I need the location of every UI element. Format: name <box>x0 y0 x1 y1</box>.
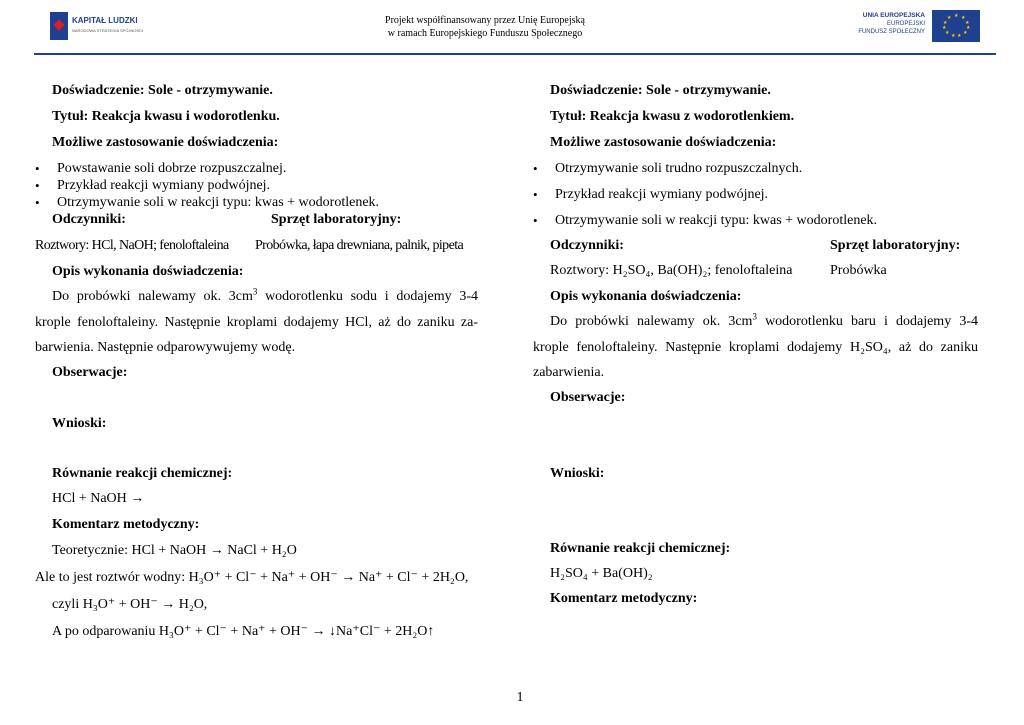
header-project-text <box>340 14 630 40</box>
left-procedure-1a: Do probówki nalewamy ok. 3cm <box>52 289 253 304</box>
left-bullet-3: • Otrzymywanie soli w reakcji typu: kwas + wodorotlenek. <box>57 195 379 211</box>
right-bullet-1: • Otrzymywanie soli trudno rozpuszczalnych. <box>555 161 802 177</box>
left-equipment-heading: Sprzęt laboratoryjny: <box>271 212 402 227</box>
left-thus-line: czyli H₃O⁺ + OH⁻ → H₂O, <box>52 597 208 612</box>
right-experiment: Doświadczenie: Sole - otrzymywanie. <box>550 83 771 98</box>
left-equipment: Probówka, łapa drewniana, palnik, pipeta <box>255 238 464 253</box>
left-procedure-line-1 <box>52 286 478 305</box>
right-title: Tytuł: Reakcja kwasu z wodorotlenkiem. <box>550 109 795 124</box>
left-bullet-1: • Powstawanie soli dobrze rozpuszczalnej. <box>57 161 286 177</box>
right-applications-heading: Możliwe zastosowanie doświadczenia: <box>550 135 777 150</box>
left-equation-heading: Równanie reakcji chemicznej: <box>52 466 233 481</box>
left-equation: HCl + NaOH → <box>52 491 145 506</box>
right-equipment-heading: Sprzęt laboratoryjny: <box>830 238 961 253</box>
right-observations-heading: Obserwacje: <box>550 390 626 405</box>
right-bullet-2: • Przykład reakcji wymiany podwójnej. <box>555 187 768 203</box>
right-equation: H₂SO₄ + Ba(OH)₂ <box>550 566 653 581</box>
right-equipment: Probówka <box>830 263 887 278</box>
logo-subtitle: NARODOWA STRATEGIA SPÓJNOŚCI <box>72 28 144 33</box>
right-procedure-line-1 <box>550 311 978 330</box>
left-procedure-heading: Opis wykonania doświadczenia: <box>52 264 244 279</box>
header-divider <box>34 53 996 55</box>
left-procedure-line-3: barwienia. Następnie odparowywujemy wodę. <box>35 340 296 355</box>
left-bullet-2: • Przykład reakcji wymiany podwójnej. <box>57 178 270 194</box>
left-procedure-1b: wodorotlenku sodu i dodajemy 3-4 <box>257 289 478 304</box>
right-reagents: Roztwory: H₂SO₄, Ba(OH)₂; fenoloftaleina <box>550 263 793 278</box>
header-line-1: Projekt współfinansowany przez Unię Europejską <box>385 15 585 26</box>
left-aqueous-solution: Ale to jest roztwór wodny: H₃O⁺ + Cl⁻ + Na⁺ + OH⁻ → Na⁺ + Cl⁻ + 2H₂O, <box>35 570 469 585</box>
left-title: Tytuł: Reakcja kwasu i wodorotlenku. <box>52 109 280 124</box>
left-commentary-heading: Komentarz metodyczny: <box>52 517 200 532</box>
eu-flag-icon: ★ ★ ★ ★ ★ ★ ★ ★ ★ ★ ★ <box>932 10 980 42</box>
right-procedure-heading: Opis wykonania doświadczenia: <box>550 289 742 304</box>
left-conclusions-heading: Wnioski: <box>52 416 107 431</box>
left-procedure-sup: 3 <box>252 286 258 297</box>
page-number: 1 <box>516 690 524 705</box>
right-procedure-sup: 3 <box>752 311 757 322</box>
right-conclusions-heading: Wnioski: <box>550 466 605 481</box>
eu-logo-line-3: FUNDUSZ SPOŁECZNY <box>858 29 925 35</box>
kapital-ludzki-logo <box>50 12 144 40</box>
right-reagents-heading: Odczynniki: <box>550 238 624 253</box>
right-procedure-1b: wodorotlenku baru i dodajemy 3-4 <box>756 314 978 329</box>
eu-logo-line-1: UNIA EUROPEJSKA <box>862 12 925 19</box>
left-reagents: Roztwory: HCl, NaOH; fenoloftaleina <box>35 238 229 253</box>
left-observations-heading: Obserwacje: <box>52 365 128 380</box>
left-reagents-heading: Odczynniki: <box>52 212 126 227</box>
header-line-2: w ramach Europejskiego Funduszu Społecznego <box>387 28 583 39</box>
logo-title: KAPITAŁ LUDZKI <box>72 16 138 25</box>
page-header <box>0 0 1024 56</box>
right-commentary-heading: Komentarz metodyczny: <box>550 591 698 606</box>
left-evaporation-line: A po odparowaniu H₃O⁺ + Cl⁻ + Na⁺ + OH⁻ → ↓Na⁺Cl⁻ + 2H₂O↑ <box>52 624 435 639</box>
eu-logo <box>855 10 980 43</box>
eu-logo-text <box>858 12 925 36</box>
left-theory: Teoretycznie: HCl + NaOH → NaCl + H₂O <box>52 543 297 558</box>
right-bullet-3: • Otrzymywanie soli w reakcji typu: kwas + wodorotlenek. <box>555 213 877 229</box>
logo-flag-icon <box>50 12 68 40</box>
left-experiment: Doświadczenie: Sole - otrzymywanie. <box>52 83 273 98</box>
left-procedure-line-2: krople fenoloftaleiny. Następnie kroplami dodajemy HCl, aż do zaniku za- <box>35 315 478 330</box>
left-applications-heading: Możliwe zastosowanie doświadczenia: <box>52 135 279 150</box>
right-procedure-line-2: krople fenoloftaleiny. Następnie kroplami dodajemy H₂SO₄, aż do zaniku <box>533 340 978 355</box>
eu-logo-line-2: EUROPEJSKI <box>886 21 925 27</box>
right-procedure-1a: Do probówki nalewamy ok. 3cm <box>550 314 753 329</box>
right-equation-heading: Równanie reakcji chemicznej: <box>550 541 731 556</box>
right-procedure-line-3: zabarwienia. <box>533 365 605 380</box>
